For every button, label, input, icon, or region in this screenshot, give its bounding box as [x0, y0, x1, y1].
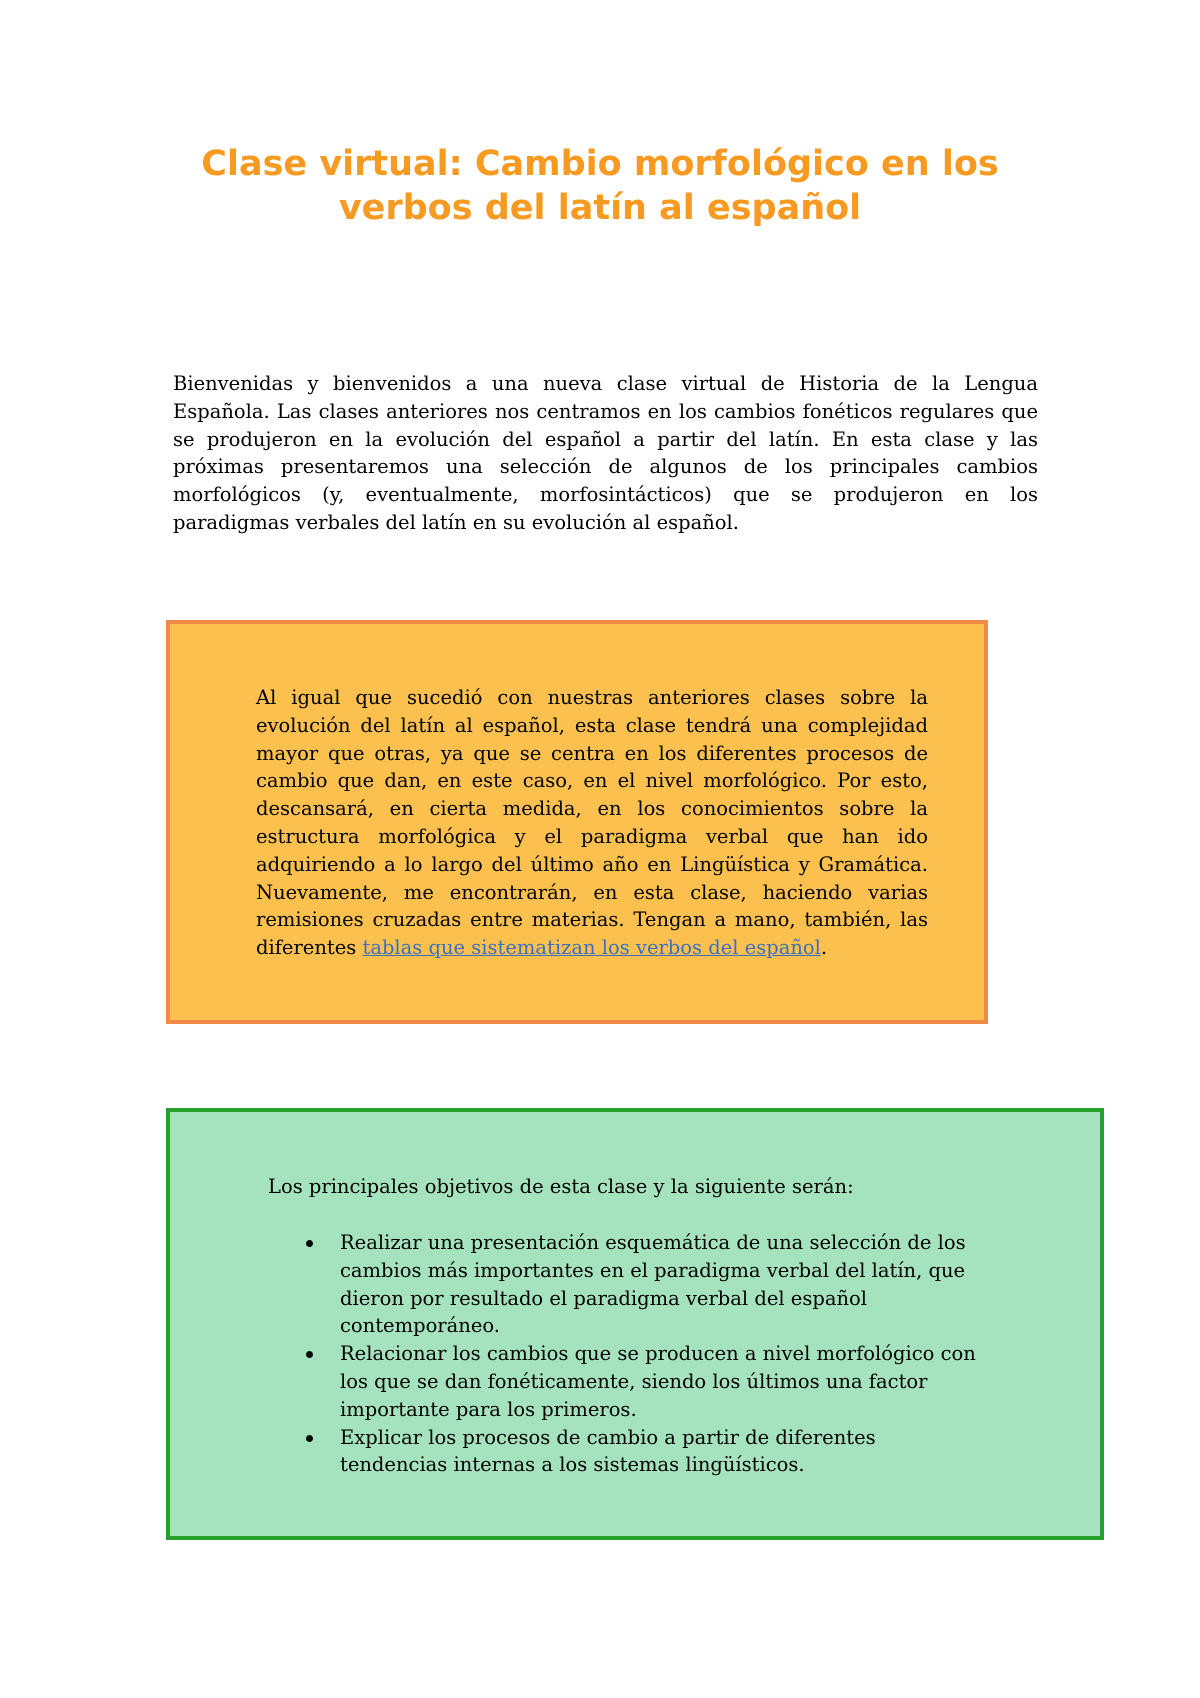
- objective-item: [268, 1229, 988, 1340]
- note-paragraph: [256, 684, 928, 962]
- objectives-list: [268, 1229, 988, 1479]
- objective-text: Relacionar los cambios que se producen a nivel morfológico con los que se dan fonéticamente, siendo los últimos una factor importante para los primeros.: [340, 1342, 976, 1421]
- note-box: [166, 620, 988, 1024]
- page-title: [150, 142, 1050, 230]
- objectives-lead: Los principales objetivos de esta clase y la siguiente serán:: [268, 1175, 854, 1198]
- bullet-icon: [306, 1351, 313, 1358]
- intro-paragraph: Bienvenidas y bienvenidos a una nueva clase virtual de Historia de la Lengua Española. Las clases anteriores nos centramos en los cambios fonéticos regulares que se produjeron en la evolución del español a partir del latín. En esta clase y las próximas presentaremos una selección de algunos de los principales cambios morfológicos (y, eventualmente, morfosintácticos) que se produjeron en los paradigmas verbales del latín en su evolución al español.: [173, 372, 1038, 534]
- verb-tables-link[interactable]: tablas que sistematizan los verbos del español: [362, 936, 821, 960]
- objective-text: Realizar una presentación esquemática de una selección de los cambios más importantes en el paradigma verbal del latín, que dieron por resultado el paradigma verbal del español contemporáneo.: [340, 1231, 966, 1338]
- note-text-end: .: [820, 936, 828, 960]
- bullet-icon: [306, 1435, 313, 1442]
- objective-text: Explicar los procesos de cambio a partir de diferentes tendencias internas a los sistemas lingüísticos.: [340, 1425, 876, 1477]
- page-title-line-2: verbos del latín al español: [338, 188, 862, 228]
- page-title-line-1: Clase virtual: Cambio morfológico en los: [201, 144, 999, 184]
- bullet-icon: [306, 1240, 313, 1247]
- objectives-box: [166, 1108, 1104, 1540]
- objective-item: [268, 1424, 988, 1480]
- note-text: Al igual que sucedió con nuestras anteriores clases sobre la evolución del latín al español, esta clase tendrá una complejidad mayor que otras, ya que se centra en los diferentes procesos de cambio que dan, en este caso, en el nivel morfológico. Por esto, descansará, en cierta medida, en los conocimientos sobre la estructura morfológica y el paradigma verbal que han ido adquiriendo a lo largo del último año en Lingüística y Gramática. Nuevamente, me encontrarán, en esta clase, haciendo varias remisiones cruzadas entre materias. Tengan a mano, también, las diferentes: [256, 686, 928, 960]
- objective-item: [268, 1340, 988, 1423]
